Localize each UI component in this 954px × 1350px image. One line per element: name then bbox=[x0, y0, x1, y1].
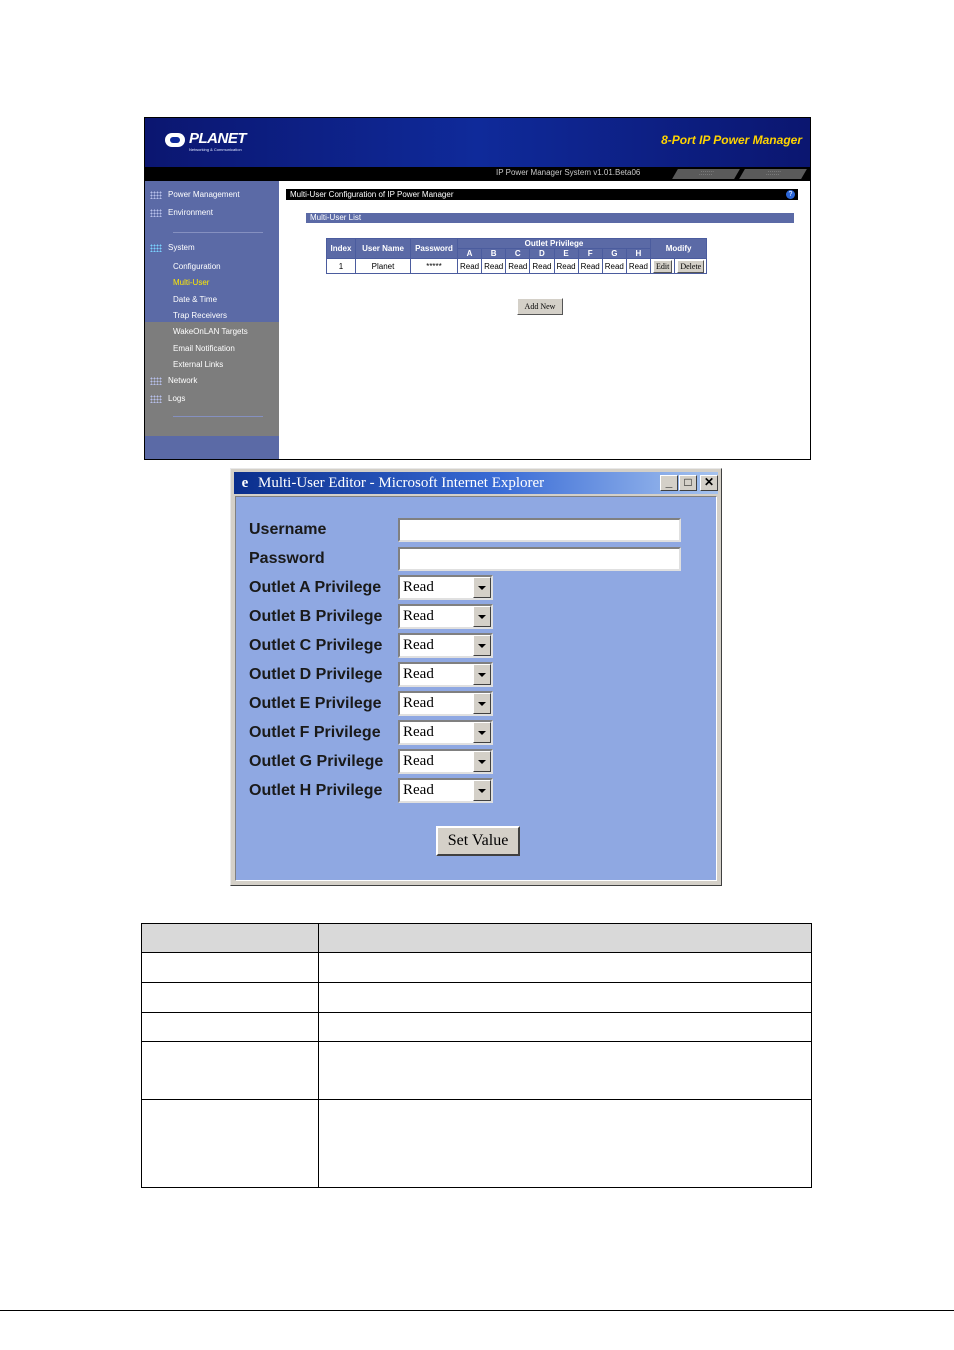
grip-icon bbox=[150, 377, 162, 385]
logo-tagline: Networking & Communication bbox=[189, 147, 242, 152]
outlet-e-privilege-select[interactable] bbox=[398, 691, 493, 716]
selected-value: Read bbox=[403, 782, 434, 798]
table-cell bbox=[142, 983, 319, 1013]
logo-text: PLANET bbox=[189, 130, 246, 147]
chevron-down-icon[interactable] bbox=[473, 577, 491, 598]
outlet-e-privilege-label: Outlet E Privilege bbox=[249, 695, 382, 712]
window-title: Multi-User Editor - Microsoft Internet Explorer bbox=[258, 475, 545, 491]
close-button[interactable]: ✕ bbox=[700, 475, 718, 491]
outlet-h-privilege-select[interactable] bbox=[398, 778, 493, 803]
multi-user-editor-window bbox=[230, 468, 722, 886]
column-header-modify: Modify bbox=[651, 239, 706, 258]
password-label: Password bbox=[249, 550, 325, 567]
cell-privilege-b: Read bbox=[482, 259, 505, 273]
outlet-b-privilege-label: Outlet B Privilege bbox=[249, 608, 383, 625]
submenu-item-date-time[interactable]: Date & Time bbox=[173, 295, 218, 304]
table-row bbox=[142, 953, 812, 983]
column-header-outlet-b: B bbox=[482, 249, 505, 258]
outlet-h-privilege-label: Outlet H Privilege bbox=[249, 782, 383, 799]
column-header-outlet-c: C bbox=[506, 249, 529, 258]
chevron-down-icon[interactable] bbox=[473, 780, 491, 801]
sidebar-item-environment[interactable] bbox=[145, 205, 279, 221]
submenu-item-external-links[interactable]: External Links bbox=[173, 360, 224, 369]
column-header-outlet-g: G bbox=[603, 249, 626, 258]
chevron-down-icon[interactable] bbox=[473, 751, 491, 772]
chevron-down-icon[interactable] bbox=[473, 635, 491, 656]
outlet-g-privilege-label: Outlet G Privilege bbox=[249, 753, 384, 770]
multi-user-table bbox=[326, 238, 707, 274]
version-text: IP Power Manager System v1.01.Beta06 bbox=[496, 168, 641, 177]
sidebar-divider bbox=[173, 232, 263, 233]
window-titlebar[interactable] bbox=[234, 472, 718, 494]
column-header-outlet-privilege: Outlet Privilege bbox=[458, 239, 650, 248]
password-field[interactable] bbox=[398, 547, 681, 571]
cell-edit bbox=[651, 259, 674, 273]
selected-value: Read bbox=[403, 695, 434, 711]
table-row bbox=[142, 983, 812, 1013]
version-tab-2[interactable]: ::::::: bbox=[739, 169, 807, 179]
sidebar-item-logs[interactable] bbox=[145, 391, 279, 407]
edit-button[interactable]: Edit bbox=[653, 260, 672, 273]
delete-button[interactable]: Delete bbox=[677, 260, 704, 273]
table-cell bbox=[319, 1100, 812, 1188]
sidebar-item-label: Network bbox=[168, 376, 198, 385]
cell-delete bbox=[675, 259, 706, 273]
sidebar bbox=[145, 181, 279, 459]
outlet-d-privilege-select[interactable] bbox=[398, 662, 493, 687]
table-row bbox=[142, 1013, 812, 1042]
main-content bbox=[279, 181, 810, 459]
column-header-outlet-f: F bbox=[579, 249, 602, 258]
submenu-item-email-notification[interactable]: Email Notification bbox=[173, 344, 235, 353]
table-cell bbox=[142, 1100, 319, 1188]
cell-privilege-f: Read bbox=[579, 259, 602, 273]
cell-username: Planet bbox=[356, 259, 410, 273]
table-cell bbox=[319, 1013, 812, 1042]
outlet-b-privilege-select[interactable] bbox=[398, 604, 493, 629]
table-header-row bbox=[142, 924, 812, 953]
grip-icon bbox=[150, 191, 162, 199]
set-value-button[interactable]: Set Value bbox=[436, 826, 520, 856]
grip-icon bbox=[150, 209, 162, 217]
chevron-down-icon[interactable] bbox=[473, 606, 491, 627]
page-title bbox=[286, 189, 798, 200]
column-header-password: Password bbox=[411, 239, 457, 258]
cell-privilege-e: Read bbox=[555, 259, 578, 273]
planet-logo-icon bbox=[165, 133, 185, 147]
username-field[interactable] bbox=[398, 518, 681, 542]
cell-password: ***** bbox=[411, 259, 457, 273]
product-title: 8-Port IP Power Manager bbox=[661, 133, 802, 147]
sidebar-item-system[interactable] bbox=[145, 240, 279, 256]
grip-icon bbox=[150, 395, 162, 403]
cell-index: 1 bbox=[327, 259, 355, 273]
page-title-text: Multi-User Configuration of IP Power Manager bbox=[290, 190, 454, 199]
sidebar-item-label: System bbox=[168, 243, 195, 252]
table-cell bbox=[142, 1042, 319, 1100]
sidebar-item-label: Power Management bbox=[168, 190, 240, 199]
selected-value: Read bbox=[403, 753, 434, 769]
selected-value: Read bbox=[403, 608, 434, 624]
outlet-a-privilege-label: Outlet A Privilege bbox=[249, 579, 382, 596]
table-cell bbox=[142, 1013, 319, 1042]
table-cell bbox=[319, 1042, 812, 1100]
table-row bbox=[142, 1042, 812, 1100]
version-bar bbox=[145, 167, 810, 181]
version-tab-1[interactable]: ::::::: bbox=[672, 169, 740, 179]
outlet-g-privilege-select[interactable] bbox=[398, 749, 493, 774]
outlet-c-privilege-select[interactable] bbox=[398, 633, 493, 658]
table-row bbox=[327, 259, 706, 273]
username-label: Username bbox=[249, 521, 327, 538]
outlet-c-privilege-label: Outlet C Privilege bbox=[249, 637, 383, 654]
chevron-down-icon[interactable] bbox=[473, 693, 491, 714]
internet-explorer-icon: e bbox=[241, 475, 249, 491]
outlet-f-privilege-select[interactable] bbox=[398, 720, 493, 745]
web-admin-screenshot bbox=[144, 117, 811, 460]
header-banner bbox=[145, 118, 810, 167]
cell-privilege-h: Read bbox=[627, 259, 650, 273]
submenu-item-trap-receivers[interactable]: Trap Receivers bbox=[173, 311, 227, 320]
cell-privilege-a: Read bbox=[458, 259, 481, 273]
footer-divider bbox=[0, 1310, 954, 1311]
column-header-username: User Name bbox=[356, 239, 410, 258]
section-title: Multi-User List bbox=[306, 213, 794, 223]
selected-value: Read bbox=[403, 579, 434, 595]
sidebar-item-label: Environment bbox=[168, 208, 213, 217]
column-header-outlet-e: E bbox=[555, 249, 578, 258]
table-header-cell bbox=[319, 924, 812, 953]
add-new-button[interactable]: Add New bbox=[517, 298, 563, 315]
sidebar-divider bbox=[173, 416, 263, 417]
outlet-a-privilege-select[interactable] bbox=[398, 575, 493, 600]
column-header-outlet-h: H bbox=[627, 249, 650, 258]
table-row bbox=[142, 1100, 812, 1188]
submenu-item-multi-user[interactable]: Multi-User bbox=[173, 278, 210, 287]
sidebar-item-network[interactable] bbox=[145, 373, 279, 389]
sidebar-item-power-management[interactable] bbox=[145, 187, 279, 203]
table-header-cell bbox=[142, 924, 319, 953]
outlet-f-privilege-label: Outlet F Privilege bbox=[249, 724, 381, 741]
minimize-button[interactable]: _ bbox=[660, 475, 678, 491]
column-header-outlet-d: D bbox=[530, 249, 553, 258]
outlet-d-privilege-label: Outlet D Privilege bbox=[249, 666, 383, 683]
column-header-outlet-a: A bbox=[458, 249, 481, 258]
editor-form bbox=[235, 496, 717, 881]
sidebar-item-label: Logs bbox=[168, 394, 186, 403]
cell-privilege-d: Read bbox=[530, 259, 553, 273]
help-icon[interactable]: ? bbox=[786, 190, 795, 199]
table-header-row bbox=[327, 239, 706, 248]
chevron-down-icon[interactable] bbox=[473, 664, 491, 685]
parameter-description-table bbox=[141, 923, 812, 1188]
submenu-item-configuration[interactable]: Configuration bbox=[173, 262, 221, 271]
table-cell bbox=[142, 953, 319, 983]
maximize-button[interactable]: □ bbox=[679, 475, 697, 491]
column-header-index: Index bbox=[327, 239, 355, 258]
grip-icon bbox=[150, 244, 162, 252]
cell-privilege-c: Read bbox=[506, 259, 529, 273]
table-cell bbox=[319, 983, 812, 1013]
table-cell bbox=[319, 953, 812, 983]
selected-value: Read bbox=[403, 724, 434, 740]
cell-privilege-g: Read bbox=[603, 259, 626, 273]
selected-value: Read bbox=[403, 666, 434, 682]
chevron-down-icon[interactable] bbox=[473, 722, 491, 743]
selected-value: Read bbox=[403, 637, 434, 653]
submenu-item-wakeonlan-targets[interactable]: WakeOnLAN Targets bbox=[173, 327, 248, 336]
